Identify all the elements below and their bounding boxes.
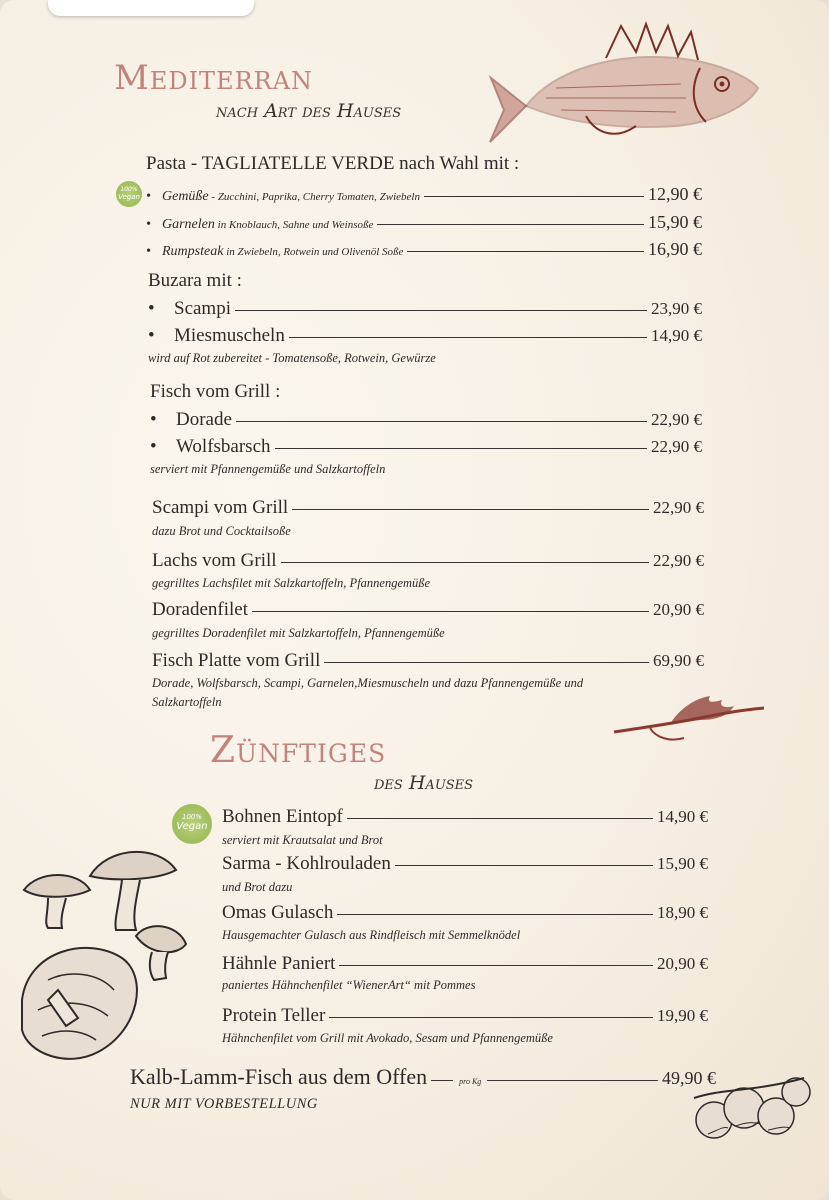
vegan-badge-small: 100% Vegan [116,181,142,207]
menu-item-special: Kalb-Lamm-Fisch aus dem Offen pro Kg 49,90 € [130,1064,716,1089]
grill-heading: Fisch vom Grill : [150,381,281,402]
item-description: serviert mit Krautsalat und Brot [222,833,383,847]
buzara-heading: Buzara mit : [148,270,242,291]
menu-item: Omas Gulasch 18,90 € [222,902,708,923]
menu-item: Bohnen Eintopf 14,90 € [222,806,708,827]
section-title-zuenftiges: Zünftiges [210,730,387,771]
leaf-illustration-icon [610,688,770,748]
menu-item: • Dorade 22,90 € [150,409,702,430]
item-description: dazu Brot und Cocktailsoße [152,524,291,538]
item-description: Hausgemachter Gulasch aus Rindfleisch mit Semmelknödel [222,928,521,942]
menu-item: Scampi vom Grill 22,90 € [152,497,704,518]
item-description: Dorade, Wolfsbarsch, Scampi, Garnelen,Miesmuscheln und dazu Pfannengemüße und Salzkartoffeln [152,676,584,709]
item-description: und Brot dazu [222,880,293,894]
grill-note: serviert mit Pfannengemüße und Salzkartoffeln [150,462,386,476]
item-description: paniertes Hähnchenfilet “WienerArt“ mit Pommes [222,978,476,992]
item-description: gegrilltes Doradenfilet mit Salzkartoffeln, Pfannengemüße [152,626,445,640]
menu-item: • Miesmuscheln 14,90 € [148,325,702,346]
preorder-note: NUR MIT VORBESTELLUNG [130,1096,318,1112]
menu-item: Lachs vom Grill 22,90 € [152,550,704,571]
window-top-handle [48,0,254,16]
menu-item: • Wolfsbarsch 22,90 € [150,436,702,457]
section-subtitle-zuenftiges: des Hauses [374,772,474,794]
menu-item: Protein Teller 19,90 € [222,1005,708,1026]
menu-item: Fisch Platte vom Grill 69,90 € [152,650,704,671]
menu-item: • Rumpsteak in Zwiebeln, Rotwein und Olivenöl Soße 16,90 € [146,239,702,259]
menu-item: Doradenfilet 20,90 € [152,599,704,620]
menu-item: • Scampi 23,90 € [148,298,702,319]
buzara-note: wird auf Rot zubereitet - Tomatensoße, Rotwein, Gewürze [148,351,436,365]
menu-item: Sarma - Kohlrouladen 15,90 € [222,853,708,874]
section-title-mediterran: Mediterran [114,58,314,98]
menu-item: • Garnelen in Knoblauch, Sahne und Weinsoße 15,90 € [146,212,702,232]
mushroom-illustration-icon [18,840,208,1070]
menu-item: Hähnle Paniert 20,90 € [222,953,708,974]
menu-item: • Gemüße - Zucchini, Paprika, Cherry Tomaten, Zwiebeln 12,90 € [146,184,702,204]
fish-illustration-icon [486,18,766,148]
item-description: gegrilltes Lachsfilet mit Salzkartoffeln, Pfannengemüße [152,576,431,590]
item-description: Hähnchenfilet vom Grill mit Avokado, Sesam und Pfannengemüße [222,1031,553,1045]
section-subtitle-mediterran: nach Art des Hauses [216,100,402,122]
vegan-badge-large: 100% Vegan [172,804,212,844]
tomato-illustration-icon [684,1068,814,1148]
pasta-heading: Pasta - TAGLIATELLE VERDE nach Wahl mit : [146,153,520,174]
